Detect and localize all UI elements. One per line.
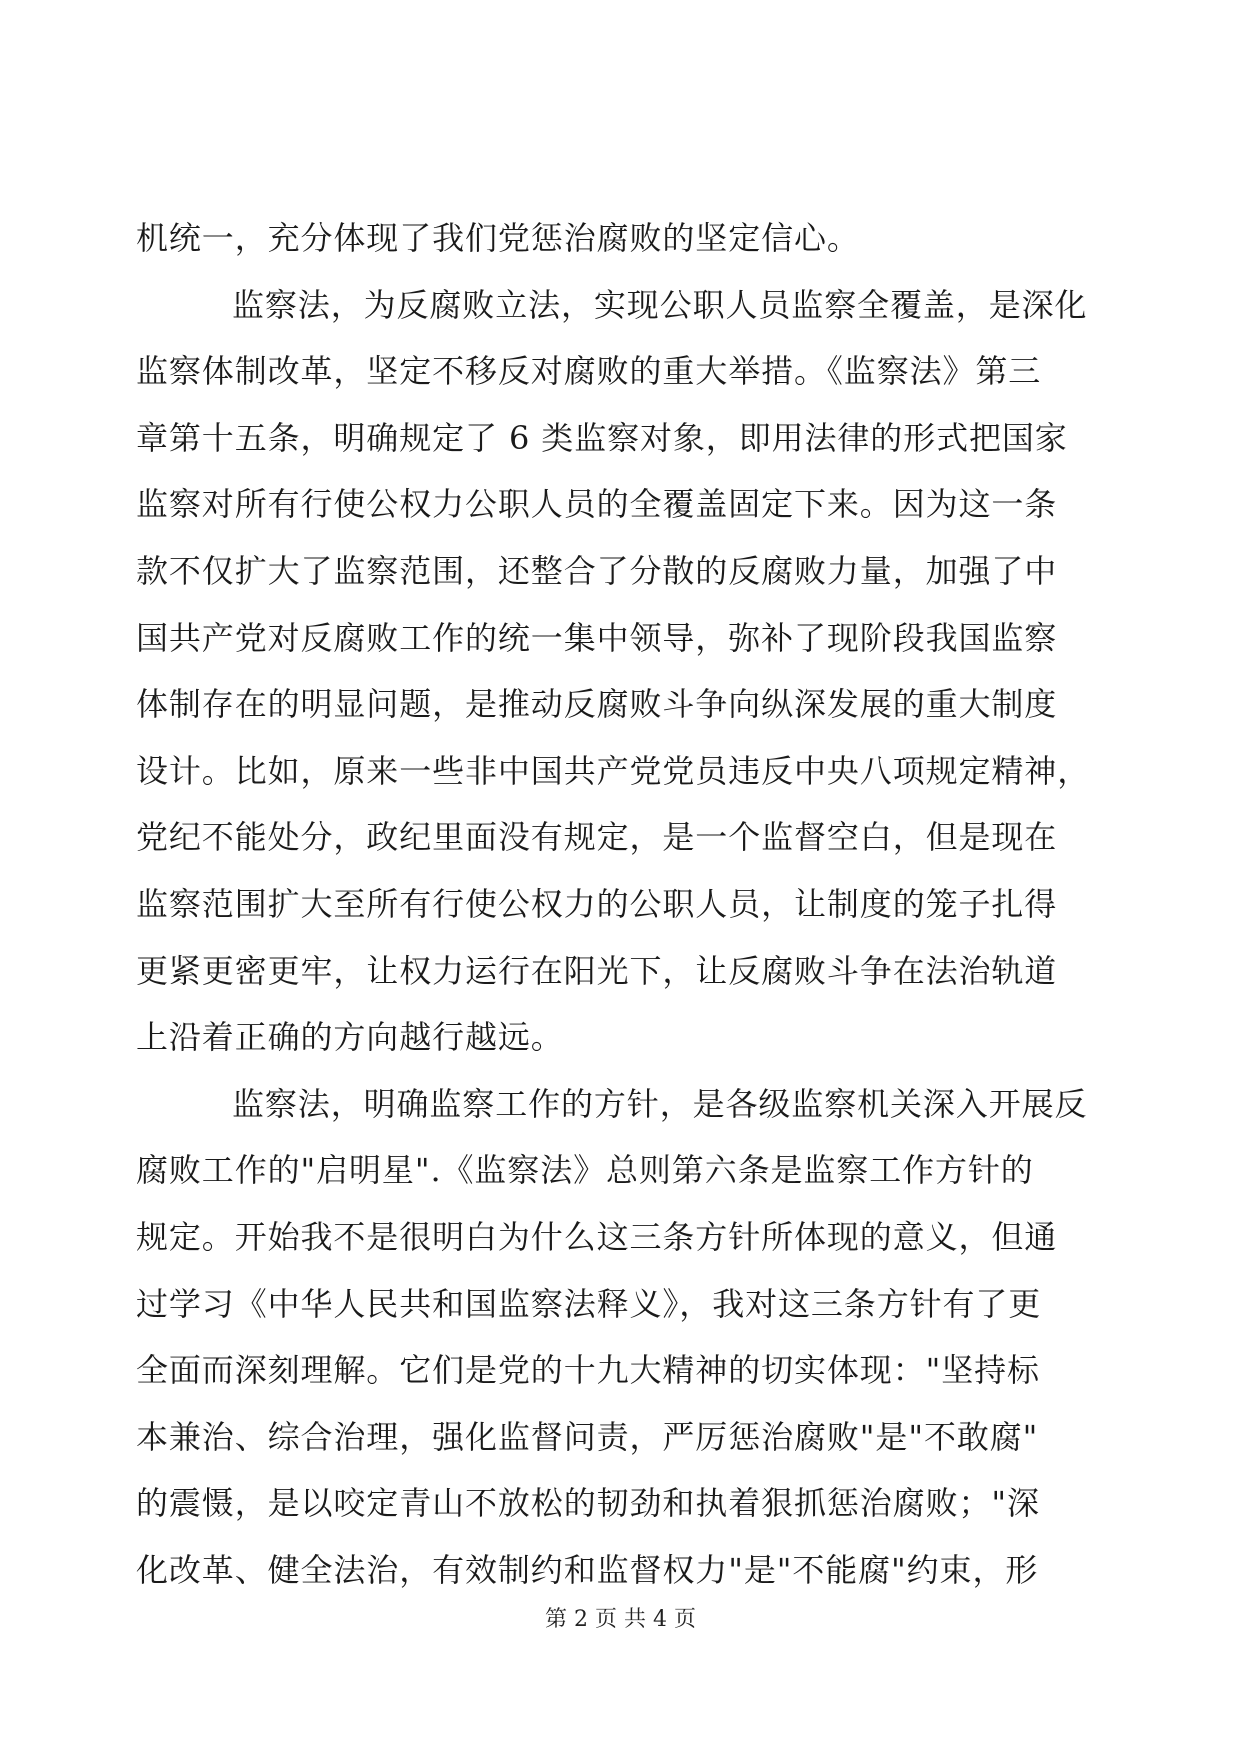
text-line: 的震慑，是以咬定青山不放松的韧劲和执着狠抓惩治腐败；"深 [136, 1484, 1040, 1523]
text-line: 监察法，明确监察工作的方针，是各级监察机关深入开展反 [232, 1084, 1088, 1123]
text-line: 章第十五条，明确规定了 6 类监察对象，即用法律的形式把国家 [136, 418, 1068, 457]
text-line: 全面而深刻理解。它们是党的十九大精神的切实体现："坚持标 [136, 1351, 1040, 1390]
text-line: 党纪不能处分，政纪里面没有规定，是一个监督空白，但是现在 [136, 818, 1058, 857]
text-line: 监察范围扩大至所有行使公权力的公职人员，让制度的笼子扎得 [136, 884, 1058, 923]
text-line: 上沿着正确的方向越行越远。 [136, 1018, 564, 1057]
text-line: 监察体制改革，坚定不移反对腐败的重大举措。《监察法》第三 [136, 352, 1042, 391]
text-line: 款不仅扩大了监察范围，还整合了分散的反腐败力量，加强了中 [136, 551, 1058, 590]
page-number-footer: 第 2 页 共 4 页 [545, 1607, 696, 1632]
text-line: 规定。开始我不是很明白为什么这三条方针所体现的意义，但通 [136, 1217, 1058, 1256]
text-line: 机统一，充分体现了我们党惩治腐败的坚定信心。 [136, 219, 860, 257]
text-line: 国共产党对反腐败工作的统一集中领导，弥补了现阶段我国监察 [136, 618, 1058, 657]
text-line: 更紧更密更牢，让权力运行在阳光下，让反腐败斗争在法治轨道 [136, 951, 1058, 990]
text-line: 化改革、健全法治，有效制约和监督权力"是"不能腐"约束，形 [136, 1550, 1039, 1589]
text-line: 设计。比如，原来一些非中国共产党党员违反中央八项规定精神， [136, 751, 1091, 790]
text-line: 监察法，为反腐败立法，实现公职人员监察全覆盖，是深化 [232, 285, 1088, 324]
text-line: 体制存在的明显问题，是推动反腐败斗争向纵深发展的重大制度 [136, 685, 1058, 724]
body-text [136, 205, 1091, 1603]
text-line: 腐败工作的"启明星".《监察法》总则第六条是监察工作方针的 [136, 1151, 1034, 1190]
text-line: 本兼治、综合治理，强化监督问责，严厉惩治腐败"是"不敢腐" [136, 1417, 1039, 1456]
text-line: 过学习《中华人民共和国监察法释义》，我对这三条方针有了更 [136, 1284, 1042, 1323]
text-line: 监察对所有行使公权力公职人员的全覆盖固定下来。因为这一条 [136, 485, 1058, 524]
